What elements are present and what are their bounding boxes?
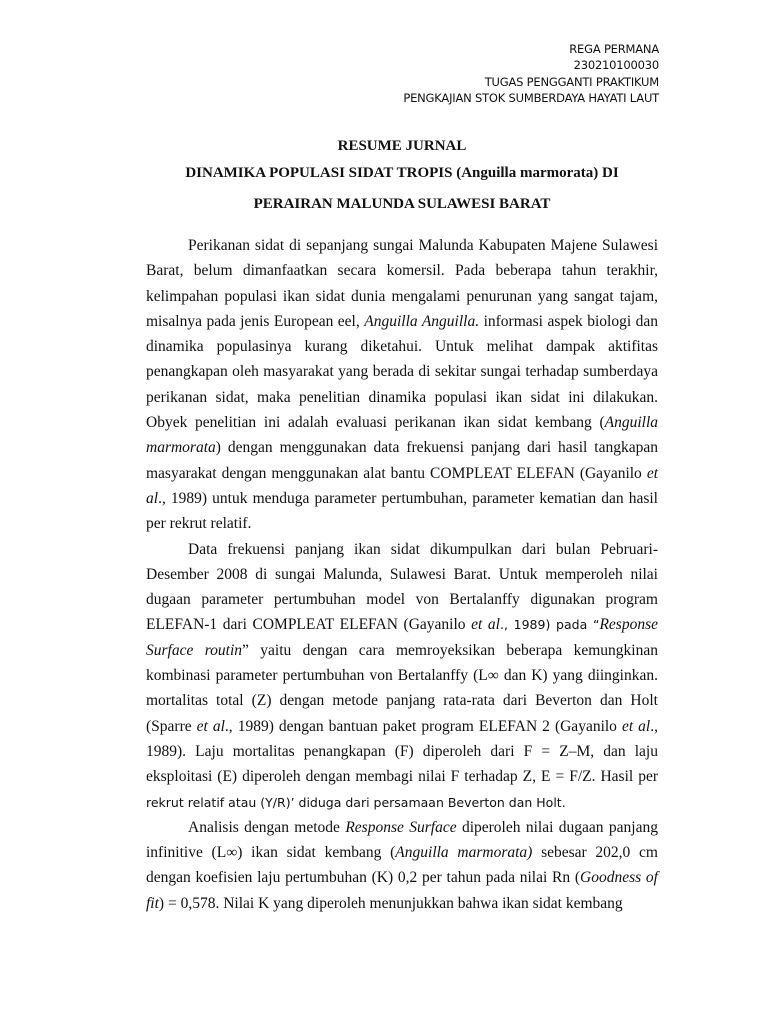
document-body — [146, 233, 658, 916]
term-goodness-of-fit: Goodness of fit — [146, 869, 658, 912]
title-line-2: DINAMIKA POPULASI SIDAT TROPIS (Anguilla marmorata) DI — [185, 165, 619, 181]
text-run: ., 1989) dengan bantuan paket program ELEFAN 2 (Gayanilo — [224, 717, 622, 735]
author-header — [403, 41, 659, 106]
title-line-3: PERAIRAN MALUNDA SULAWESI BARAT — [253, 196, 551, 212]
course-name: PENGKAJIAN STOK SUMBERDAYA HAYATI LAUT — [403, 90, 659, 105]
paragraph-3 — [146, 815, 658, 916]
text-run: informasi aspek biologi dan dinamika populasinya kurang diketahui. Untuk melihat dampak aktifitas penangkapan oleh masyarakat yang berada di sekitar sungai terhadap sumberdaya perikanan sidat, maka penelitian dinamika populasi ikan sidat ini dilakukan. Obyek penelitian ini adalah evaluasi perikanan ikan sidat kembang ( — [146, 312, 659, 432]
species-name: Anguilla marmorata) — [395, 844, 533, 862]
method-name: Response Surface routin — [146, 616, 658, 659]
paragraph-2 — [146, 537, 658, 815]
text-run: ., 1989) untuk menduga parameter pertumbuhan, parameter kematian dan hasil per rekrut relatif. — [146, 489, 658, 533]
text-run: ) = 0,578. Nilai K yang diperoleh menunjukkan bahwa ikan sidat kembang — [158, 894, 623, 912]
document-title — [100, 133, 704, 218]
text-run: Perikanan sidat di sepanjang sungai Malunda Kabupaten Majene Sulawesi Barat, belum dimanfaatkan secara komersil. Pada beberapa tahun terakhir, kelimpahan populasi ikan sidat dunia mengalami penurunan yang sangat tajam, misalnya pada jenis European eel, — [146, 237, 658, 330]
text-run: ., 1989) pada “ — [499, 617, 600, 633]
text-run: rekrut relatif atau (Y/R)’ diduga dari persamaan Beverton dan Holt. — [146, 794, 566, 810]
assignment-label: TUGAS PENGGANTI PRAKTIKUM — [484, 74, 659, 89]
species-name: Anguilla marmorata — [146, 414, 658, 457]
method-name: Response Surface — [345, 818, 457, 836]
paragraph-1 — [146, 233, 658, 537]
text-run: ., 1989). Laju mortalitas penangkapan (F) diperoleh dari F = Z–M, dan laju eksploitasi (E) diperoleh dengan membagi nilai F terhadap Z, E = F/Z. Hasil per — [146, 717, 658, 786]
citation-et-al: et al — [621, 717, 651, 735]
citation-et-al: et al — [146, 464, 658, 507]
species-name: Anguilla Anguilla. — [364, 312, 480, 330]
text-run: Analisis dengan metode — [188, 818, 346, 836]
text-run: diperoleh nilai dugaan panjang infinitive (L∞) ikan sidat kembang ( — [146, 818, 658, 862]
title-line-1: RESUME JURNAL — [337, 138, 467, 154]
citation-et-al: et al — [196, 717, 225, 735]
text-run: ” yaitu dengan cara memroyeksikan beberapa kemungkinan kombinasi parameter pertumbuhan von Bertalanffy (L∞ dan K) yang diinginkan. mortalitas total (Z) dengan metode panjang rata-rata dari Beverton dan Holt (Sparre — [146, 641, 658, 735]
author-name: REGA PERMANA — [569, 42, 659, 56]
text-run: Data frekuensi panjang ikan sidat dikumpulkan dari bulan Pebruari-Desember 2008 di sungai Malunda, Sulawesi Barat. Untuk memperoleh nilai dugaan parameter pertumbuhan model von Bertalanffy digunakan program ELEFAN-1 dari COMPLEAT ELEFAN (Gayanilo — [146, 540, 658, 634]
text-run: ) dengan menggunakan data frekuensi panjang dari hasil tangkapan masyarakat dengan menggunakan alat bantu COMPLEAT ELEFAN (Gayanilo — [146, 439, 658, 482]
text-run: sebesar 202,0 cm dengan koefisien laju pertumbuhan (K) 0,2 per tahun pada nilai Rn ( — [146, 844, 658, 887]
citation-et-al: et al — [471, 616, 500, 634]
student-id: 230210100030 — [573, 58, 659, 73]
